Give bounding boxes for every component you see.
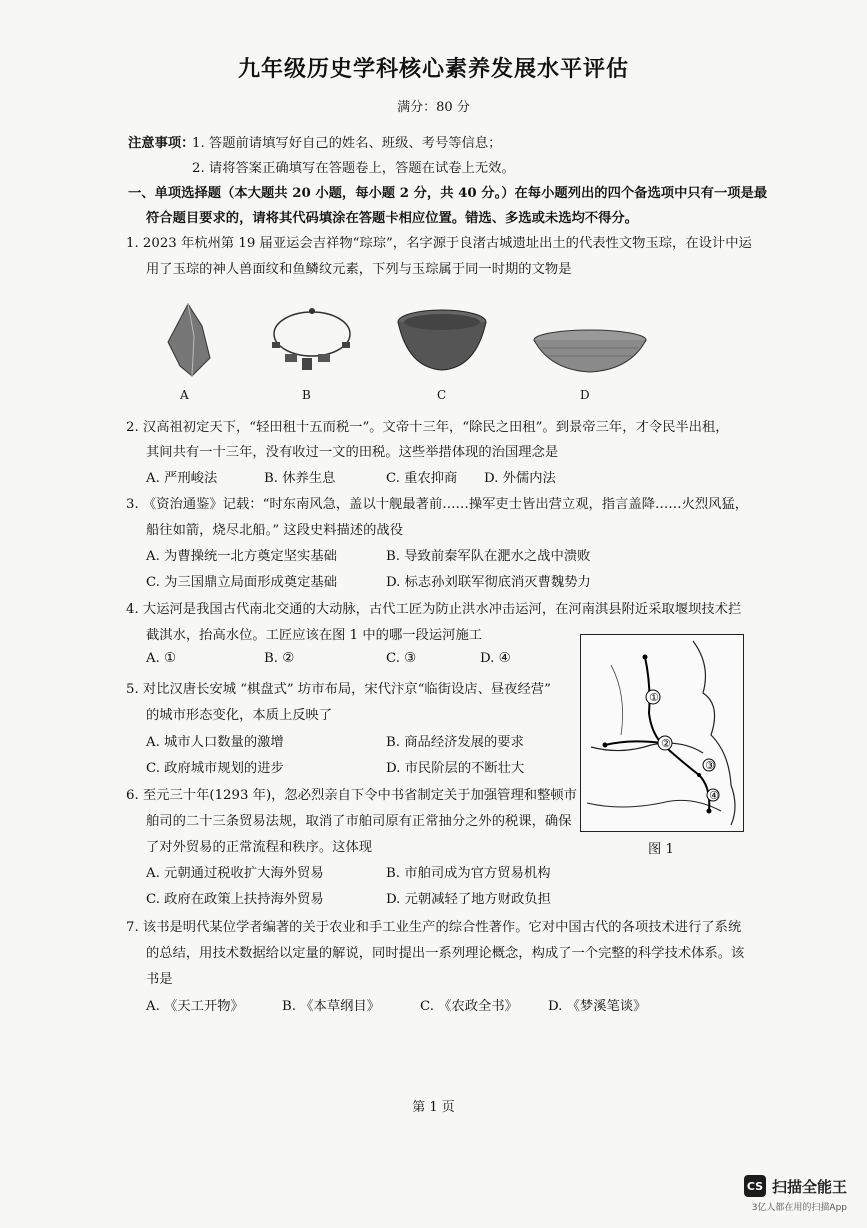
q6-option-b: B. 市舶司成为官方贸易机构	[386, 866, 551, 881]
q2-stem-2: 其间共有一十三年，没有收过一文的田税。这些举措体现的治国理念是	[146, 445, 559, 460]
q1-stem-2: 用了玉琮的神人兽面纹和鱼鳞纹元素，下列与玉琮属于同一时期的文物是	[146, 262, 572, 277]
artifact-b-image	[272, 308, 350, 370]
q6-stem-1: 6. 至元三十年(1293 年)，忽必烈亲自下令中书省制定关于加强管理和整顿市	[126, 788, 577, 803]
section-1-heading-cont: 符合题目要求的，请将其代码填涂在答题卡相应位置。错选、多选或未选均不得分。	[146, 211, 638, 226]
q1-label-c: C	[437, 388, 447, 402]
full-score: 满分：80 分	[397, 100, 470, 115]
q7-stem-3: 书是	[146, 972, 173, 987]
artifact-d-image	[534, 330, 646, 372]
q4-option-c: C. ③	[386, 651, 417, 666]
camscanner-logo-icon: CS	[744, 1175, 766, 1197]
artifact-a-image	[168, 304, 210, 376]
canal-map-svg	[581, 635, 743, 831]
map-marker-1: ①	[649, 691, 659, 704]
figure-1-caption: 图 1	[648, 842, 674, 857]
q5-option-a: A. 城市人口数量的激增	[146, 735, 284, 750]
artifact-c-image	[398, 310, 486, 370]
watermark-tagline: 3亿人都在用的扫描App	[751, 1203, 847, 1213]
page-title: 九年级历史学科核心素养发展水平评估	[237, 56, 629, 82]
notice-item-1: 1. 答题前请填写好自己的姓名、班级、考号等信息；	[192, 136, 502, 151]
q4-option-d: D. ④	[480, 651, 511, 666]
q4-option-b: B. ②	[264, 651, 295, 666]
q5-stem-2: 的城市形态变化，本质上反映了	[146, 708, 333, 723]
q5-option-c: C. 政府城市规划的进步	[146, 761, 284, 776]
q5-stem-1: 5. 对比汉唐长安城 “棋盘式” 坊市布局，宋代汴京“临街设店、昼夜经营”	[126, 682, 551, 697]
q2-option-d: D. 外儒内法	[484, 471, 556, 486]
scanner-watermark	[744, 1175, 847, 1197]
q4-stem-2: 截淇水，抬高水位。工匠应该在图 1 中的哪一段运河施工	[146, 628, 483, 643]
q2-option-a: A. 严刑峻法	[146, 471, 218, 486]
q7-option-d: D. 《梦溪笔谈》	[548, 999, 647, 1014]
q1-label-b: B	[302, 388, 311, 402]
q3-stem-1: 3. 《资治通鉴》记载：“时东南风急，盖以十舰最著前……操军吏士皆出营立观，指言盖降……火烈风猛，	[126, 497, 749, 512]
q7-option-c: C. 《农政全书》	[420, 999, 518, 1014]
q7-stem-2: 的总结，用技术数据给以定量的解说，同时提出一系列理论概念，构成了一个完整的科学技术体系。该	[146, 946, 745, 961]
q1-artifact-images	[150, 296, 670, 386]
q5-option-b: B. 商品经济发展的要求	[386, 735, 524, 750]
q5-option-d: D. 市民阶层的不断壮大	[386, 761, 525, 776]
map-marker-2: ②	[661, 737, 671, 750]
figure-1-map	[580, 634, 744, 832]
q1-label-d: D	[580, 388, 590, 402]
q3-option-a: A. 为曹操统一北方奠定坚实基础	[146, 549, 337, 564]
q6-stem-3: 了对外贸易的正常流程和秩序。这体现	[146, 840, 373, 855]
q3-stem-2: 船往如箭，烧尽北船。” 这段史料描述的战役	[146, 523, 404, 538]
q3-option-c: C. 为三国鼎立局面形成奠定基础	[146, 575, 338, 590]
map-marker-3: ③	[705, 759, 715, 772]
page-number: 第 1 页	[412, 1100, 455, 1115]
q6-option-a: A. 元朝通过税收扩大海外贸易	[146, 866, 324, 881]
q6-stem-2: 舶司的二十三条贸易法规，取消了市舶司原有正常抽分之外的税课，确保	[146, 814, 572, 829]
q6-option-c: C. 政府在政策上扶持海外贸易	[146, 892, 324, 907]
q6-option-d: D. 元朝减轻了地方财政负担	[386, 892, 551, 907]
q1-stem-1: 1. 2023 年杭州第 19 届亚运会吉祥物“琮琮”，名字源于良渚古城遗址出土的代表性文物玉琮，在设计中运	[126, 236, 752, 251]
section-1-heading: 一、单项选择题（本大题共 20 小题，每小题 2 分，共 40 分。）在每小题列出的四个备选项中只有一项是最	[128, 186, 768, 201]
watermark-app-name: 扫描全能王	[771, 1177, 847, 1196]
map-marker-4: ④	[709, 789, 719, 802]
q7-stem-1: 7. 该书是明代某位学者编著的关于农业和手工业生产的综合性著作。它对中国古代的各项技术进行了系统	[126, 920, 742, 935]
q4-stem-1: 4. 大运河是我国古代南北交通的大动脉，古代工匠为防止洪水冲击运河，在河南淇县附近采取堰坝技术拦	[126, 602, 742, 617]
q2-option-c: C. 重农抑商	[386, 471, 458, 486]
notice-label: 注意事项：	[128, 136, 195, 151]
q7-option-b: B. 《本草纲目》	[282, 999, 381, 1014]
q7-option-a: A. 《天工开物》	[146, 999, 244, 1014]
q1-label-a: A	[180, 388, 189, 402]
q4-option-a: A. ①	[146, 651, 176, 666]
notice-item-2: 2. 请将答案正确填写在答题卷上，答题在试卷上无效。	[192, 161, 515, 176]
q3-option-b: B. 导致前秦军队在淝水之战中溃败	[386, 549, 591, 564]
q2-stem-1: 2. 汉高祖初定天下，“轻田租十五而税一”。文帝十三年，“除民之田租”。到景帝三年，才令民半出租，	[126, 420, 729, 435]
q2-option-b: B. 休养生息	[264, 471, 336, 486]
q3-option-d: D. 标志孙刘联军彻底消灭曹魏势力	[386, 575, 591, 590]
